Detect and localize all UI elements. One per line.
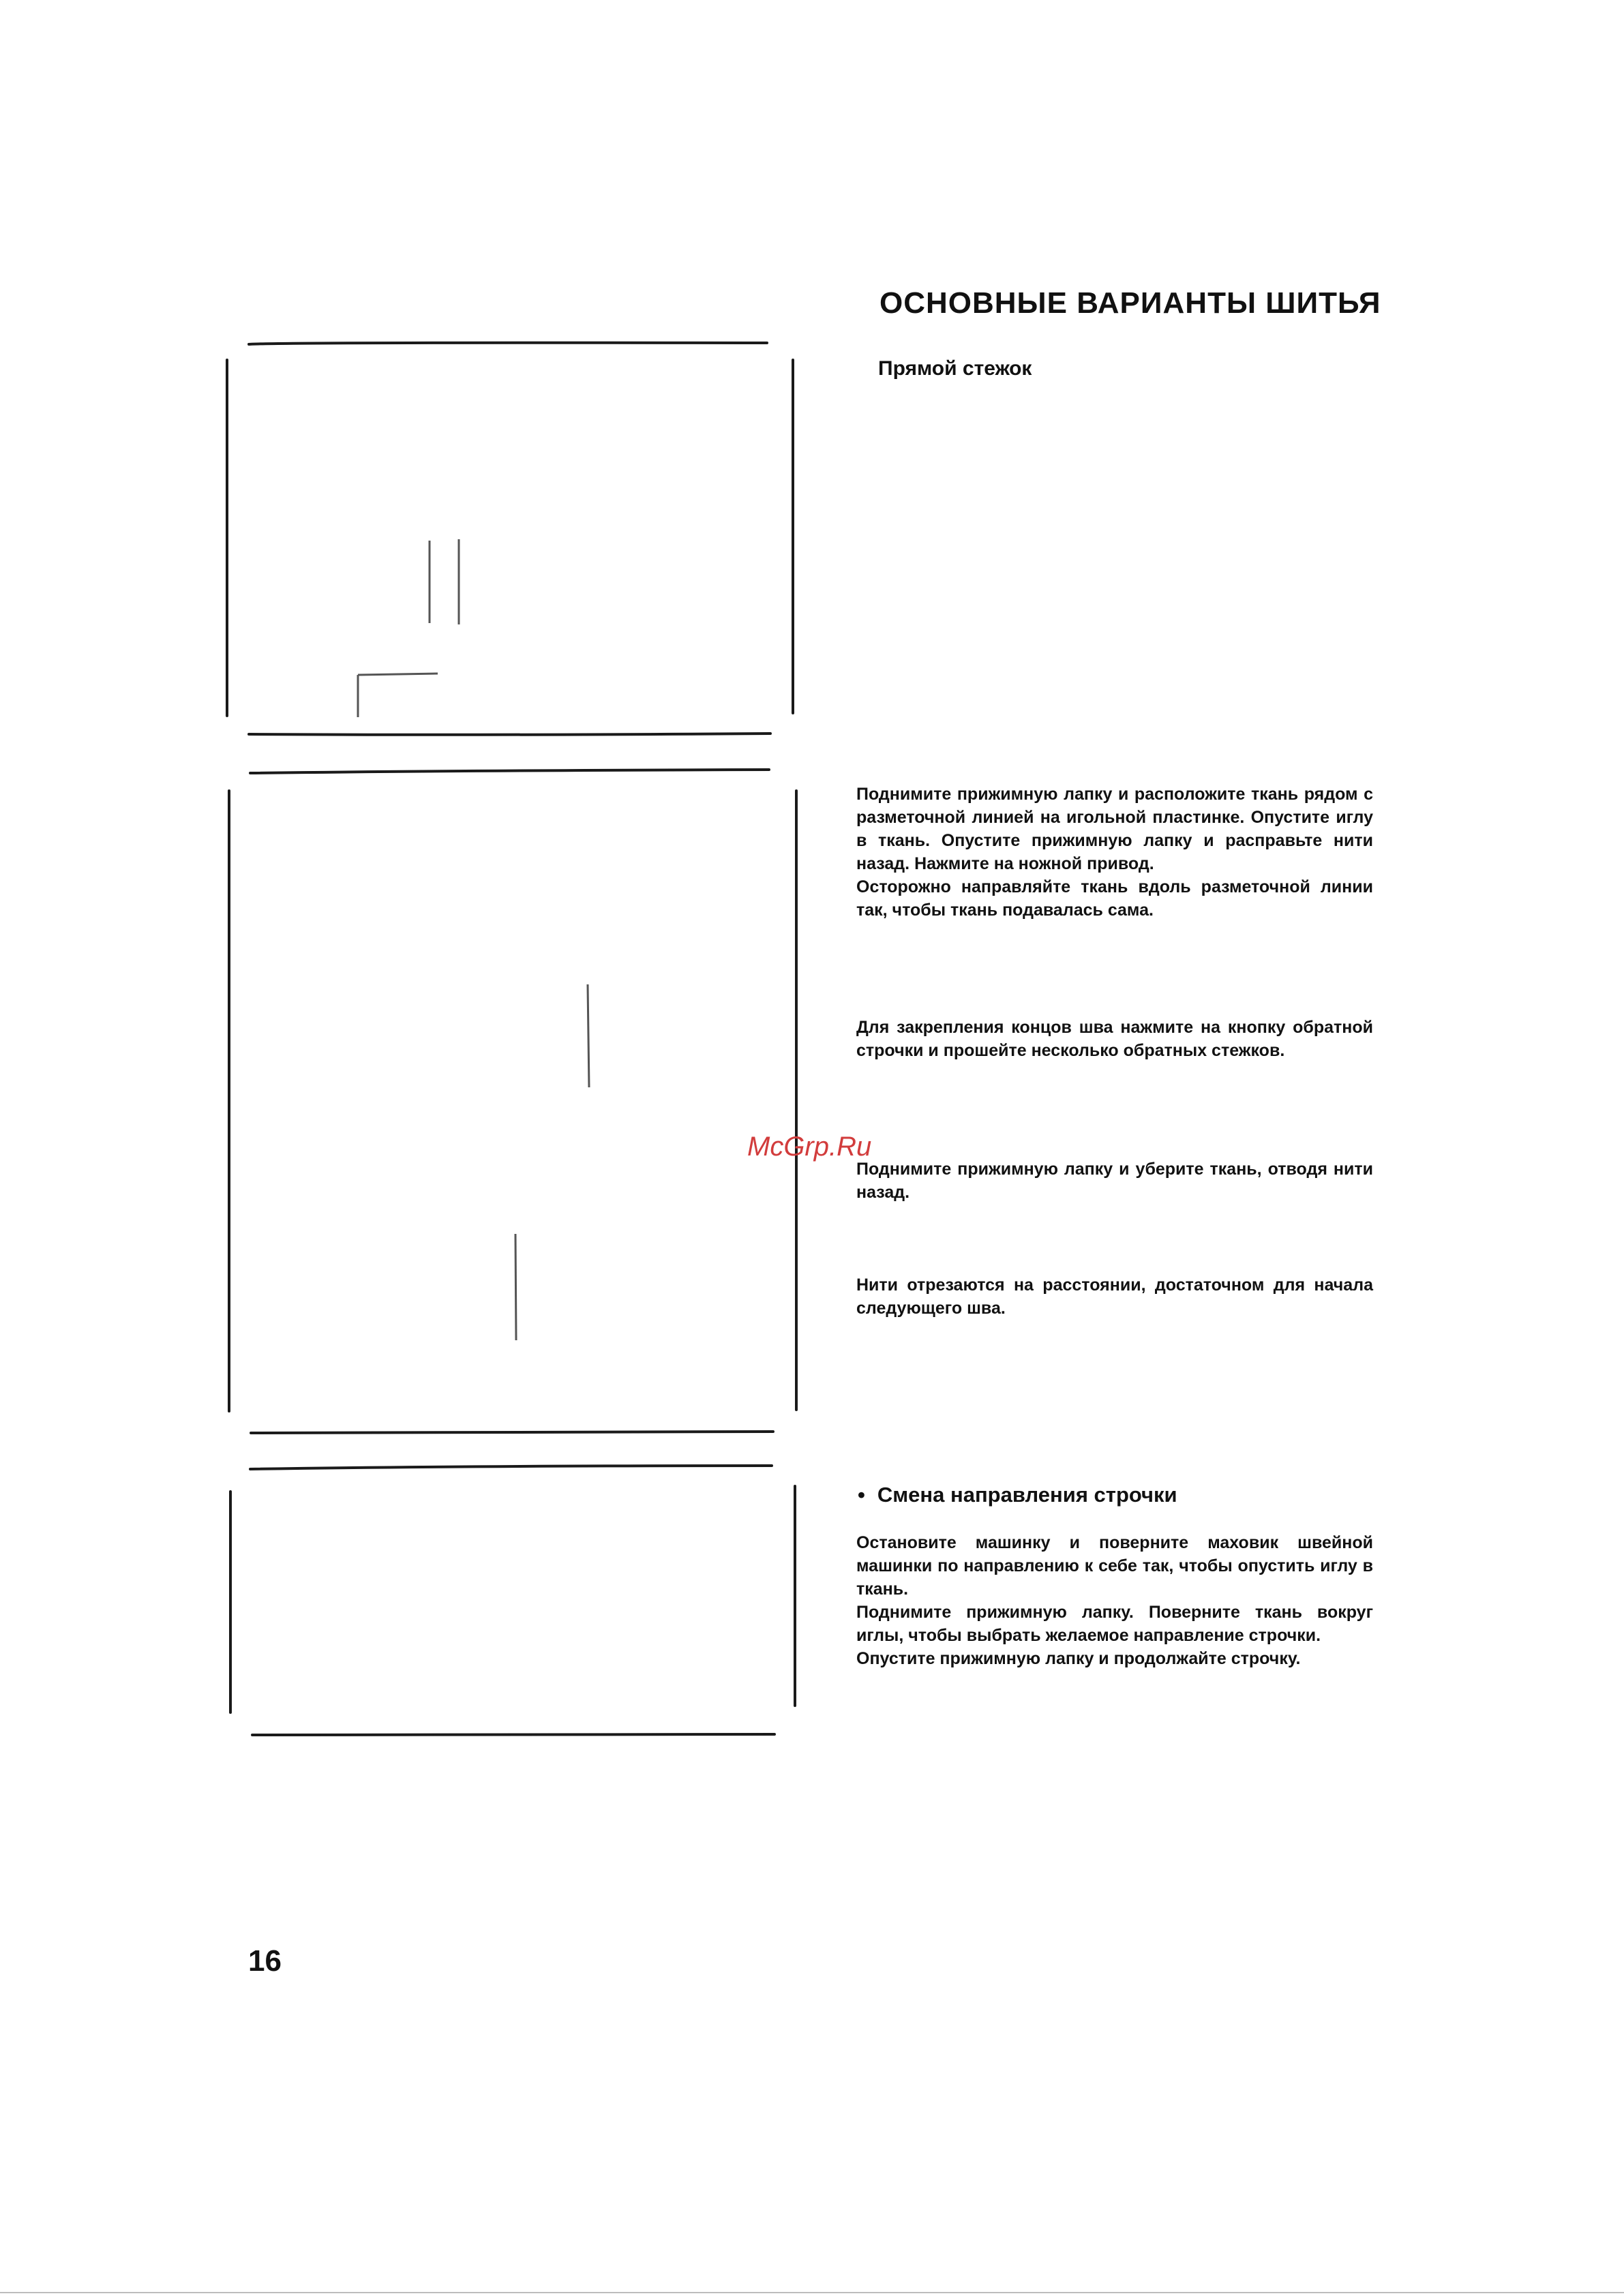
figure-1-marks (358, 539, 459, 717)
direction-change-text-3: Опустите прижимную лапку и продолжайте строчку. (856, 1649, 1301, 1668)
figure-2-marks (515, 984, 589, 1340)
direction-change-heading (858, 1483, 1177, 1507)
section-subtitle: Прямой стежок (878, 357, 1032, 380)
figure-3-frame (230, 1466, 795, 1735)
instruction-step-2 (856, 1016, 1373, 1062)
instruction-step-1-text: Поднимите прижимную лапку и расположите ткань рядом с разметочной линией на игольной пластинке. Опустите иглу в ткань. Опустите прижимную лапку и расправьте нити назад. Нажмите на ножной привод. (856, 785, 1373, 873)
direction-change-text-2: Поднимите прижимную лапку. Поверните ткань вокруг иглы, чтобы выбрать желаемое направление строчки. (856, 1603, 1373, 1645)
instruction-step-2-text: Для закрепления концов шва нажмите на кнопку обратной строчки и прошейте несколько обратных стежков. (856, 1018, 1373, 1060)
page-title: ОСНОВНЫЕ ВАРИАНТЫ ШИТЬЯ (879, 286, 1381, 320)
instruction-step-4-text: Нити отрезаются на расстоянии, достаточном для начала следующего шва. (856, 1275, 1373, 1318)
instruction-step-1 (856, 783, 1373, 922)
watermark: McGrp.Ru (747, 1132, 872, 1162)
bullet-icon: • (858, 1483, 865, 1507)
instruction-step-3 (856, 1158, 1373, 1204)
figure-2-frame (229, 770, 796, 1433)
instruction-step-3-text: Поднимите прижимную лапку и уберите ткань, отводя нити назад. (856, 1160, 1373, 1202)
bottom-rule (0, 2292, 1624, 2293)
direction-change-text-1: Остановите машинку и поверните маховик швейной машинки по направлению к себе так, чтобы опустить иглу в ткань. (856, 1533, 1373, 1599)
direction-change-body (856, 1531, 1373, 1670)
page-number: 16 (248, 1944, 282, 1978)
figure-1-frame (227, 343, 793, 735)
instruction-step-4 (856, 1273, 1373, 1320)
instruction-step-1-text-2: Осторожно направляйте ткань вдоль разметочной линии так, чтобы ткань подавалась сама. (856, 877, 1373, 920)
direction-change-title: Смена направления строчки (877, 1483, 1177, 1507)
